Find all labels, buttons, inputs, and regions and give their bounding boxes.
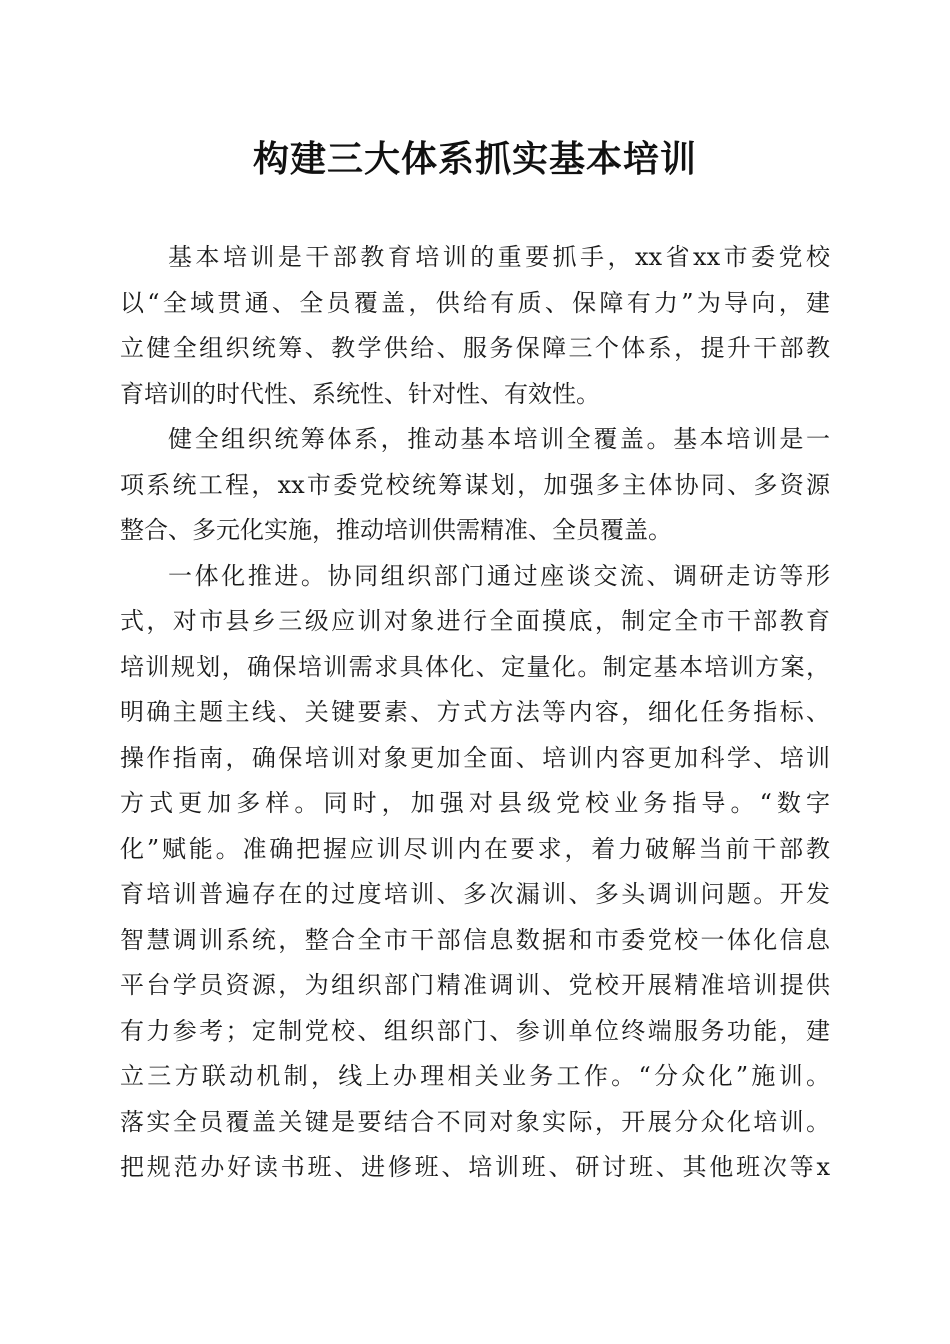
text-line: 整合、多元化实施，推动培训供需精准、全员覆盖。 [120, 516, 672, 544]
text-line: 操作指南，确保培训对象更加全面、培训内容更加科学、培训 [120, 743, 830, 772]
text-line: 育培训普遍存在的过度培训、多次漏训、多头调训问题。开发 [120, 880, 830, 908]
paragraph-organization [120, 417, 830, 554]
text-line: 有力参考；定制党校、组织部门、参训单位终端服务功能，建 [120, 1016, 830, 1045]
text-line: 智慧调训系统，整合全市干部信息数据和市委党校一体化信息 [120, 925, 830, 954]
paragraph-intro [120, 235, 830, 417]
text-line: 平台学员资源，为组织部门精准调训、党校开展精准培训提供 [120, 971, 830, 999]
text-line: 立三方联动机制，线上办理相关业务工作。“分众化”施训。 [120, 1062, 830, 1090]
text-line: 健全组织统筹体系，推动基本培训全覆盖。基本培训是一 [168, 425, 830, 453]
text-line: 把规范办好读书班、进修班、培训班、研讨班、其他班次等x [120, 1153, 830, 1181]
text-line: 育培训的时代性、系统性、针对性、有效性。 [120, 379, 600, 408]
document-body [120, 235, 830, 1191]
text-line: 化”赋能。准确把握应训尽训内在要求，着力破解当前干部教 [120, 834, 830, 863]
document-title: 构建三大体系抓实基本培训 [252, 138, 697, 180]
text-line: 基本培训是干部教育培训的重要抓手，xx省xx市委党校 [168, 243, 830, 271]
text-line: 以“全域贯通、全员覆盖，供给有质、保障有力”为导向，建 [120, 288, 830, 317]
text-line: 落实全员覆盖关键是要结合不同对象实际，开展分众化培训。 [120, 1107, 830, 1136]
text-line: 一体化推进。协同组织部门通过座谈交流、调研走访等形 [168, 561, 830, 590]
text-line: 式，对市县乡三级应训对象进行全面摸底，制定全市干部教育 [120, 607, 830, 635]
text-line: 立健全组织统筹、教学供给、服务保障三个体系，提升干部教 [120, 334, 830, 362]
text-line: 培训规划，确保培训需求具体化、定量化。制定基本培训方案， [120, 652, 830, 681]
text-line: 方式更加多样。同时，加强对县级党校业务指导。“数字 [120, 789, 830, 817]
text-line: 项系统工程，xx市委党校统筹谋划，加强多主体协同、多资源 [120, 470, 830, 499]
paragraph-integration [120, 554, 830, 1191]
text-line: 明确主题主线、关键要素、方式方法等内容，细化任务指标、 [120, 698, 830, 726]
